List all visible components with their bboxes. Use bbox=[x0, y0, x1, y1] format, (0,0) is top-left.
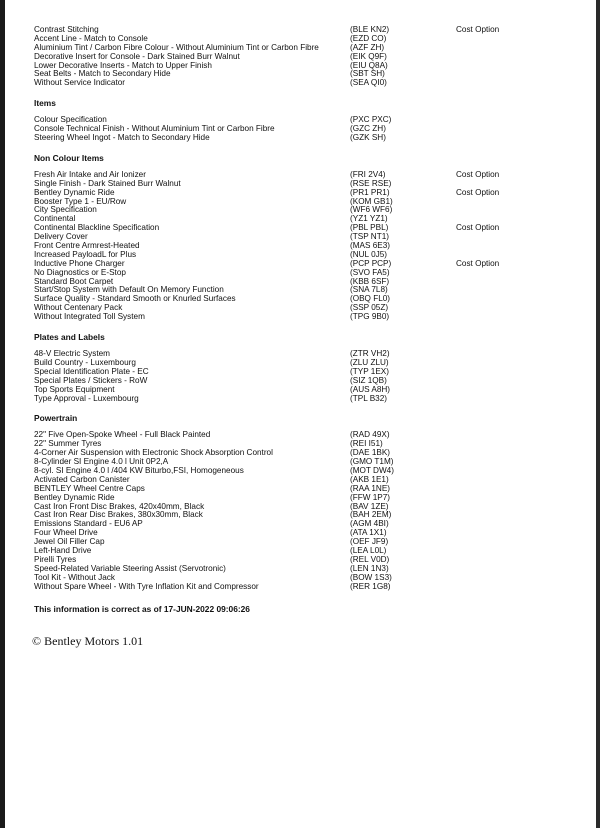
spec-description: Decorative Insert for Console - Dark Stained Burr Walnut bbox=[34, 52, 240, 61]
spec-description: Steering Wheel Ingot - Match to Secondary Hide bbox=[34, 134, 210, 143]
spec-option bbox=[456, 206, 556, 215]
spec-code: (TSP NT1) bbox=[350, 232, 389, 242]
spec-code: (TPL B32) bbox=[350, 393, 388, 403]
spec-option bbox=[456, 440, 556, 449]
spec-code: (TYP 1EX) bbox=[350, 366, 389, 376]
spec-row bbox=[34, 233, 574, 242]
spec-option bbox=[456, 449, 556, 458]
spec-description: 22" Five Open-Spoke Wheel - Full Black Painted bbox=[34, 431, 211, 440]
spec-row bbox=[34, 313, 574, 322]
spec-section bbox=[34, 153, 574, 322]
spec-row bbox=[34, 583, 574, 592]
spec-row bbox=[34, 574, 574, 583]
spec-description: Standard Boot Carpet bbox=[34, 277, 114, 286]
spec-section bbox=[34, 413, 574, 591]
spec-description: Front Centre Armrest-Heated bbox=[34, 242, 140, 251]
spec-code: (BOW 1S3) bbox=[350, 572, 392, 582]
spec-row bbox=[34, 278, 574, 287]
spec-option bbox=[456, 304, 556, 313]
spec-code: (SBT SH) bbox=[350, 69, 385, 79]
spec-option bbox=[456, 368, 556, 377]
spec-description: Delivery Cover bbox=[34, 233, 88, 242]
spec-option bbox=[456, 359, 556, 368]
spec-option bbox=[456, 538, 556, 547]
spec-description: Build Country - Luxembourg bbox=[34, 358, 136, 367]
spec-option bbox=[456, 53, 556, 62]
spec-option bbox=[456, 313, 556, 322]
spec-row bbox=[34, 295, 574, 304]
spec-option bbox=[456, 233, 556, 242]
spec-option bbox=[456, 529, 556, 538]
spec-option bbox=[456, 242, 556, 251]
spec-row bbox=[34, 171, 574, 180]
spec-description: City Specification bbox=[34, 206, 97, 215]
spec-row bbox=[34, 260, 574, 269]
spec-row bbox=[34, 503, 574, 512]
spec-description: Top Sports Equipment bbox=[34, 385, 115, 394]
spec-code: (RAA 1NE) bbox=[350, 483, 391, 493]
spec-code: (SNA 7L8) bbox=[350, 285, 388, 295]
spec-row bbox=[34, 26, 574, 35]
spec-code: (AGM 4BI) bbox=[350, 519, 389, 529]
spec-row bbox=[34, 494, 574, 503]
spec-option bbox=[456, 278, 556, 287]
spec-description: 8-cyl. SI Engine 4.0 l /404 KW Biturbo,FSI, Homogeneous bbox=[34, 466, 244, 475]
spec-code: (TPG 9B0) bbox=[350, 312, 390, 322]
spec-description: Booster Type 1 - EU/Row bbox=[34, 197, 127, 206]
spec-option bbox=[456, 574, 556, 583]
spec-code: (AZF ZH) bbox=[350, 42, 385, 52]
spec-code: (EIU Q8A) bbox=[350, 60, 388, 70]
spec-code: (LEA L0L) bbox=[350, 545, 387, 555]
spec-code: (KOM GB1) bbox=[350, 196, 393, 206]
spec-code: (YZ1 YZ1) bbox=[350, 214, 388, 224]
spec-row bbox=[34, 511, 574, 520]
spec-description: Bentley Dynamic Ride bbox=[34, 493, 115, 502]
spec-code: (RER 1G8) bbox=[350, 581, 391, 591]
spec-description: Without Spare Wheel - With Tyre Inflation Kit and Compressor bbox=[34, 582, 259, 591]
spec-row bbox=[34, 286, 574, 295]
spec-row bbox=[34, 431, 574, 440]
spec-row bbox=[34, 386, 574, 395]
spec-code: (BLE KN2) bbox=[350, 25, 390, 34]
spec-description: Accent Line - Match to Console bbox=[34, 34, 148, 43]
spec-row bbox=[34, 565, 574, 574]
spec-option bbox=[456, 511, 556, 520]
spec-row bbox=[34, 79, 574, 88]
spec-description: Inductive Phone Charger bbox=[34, 259, 125, 268]
spec-option bbox=[456, 70, 556, 79]
spec-option bbox=[456, 269, 556, 278]
spec-row bbox=[34, 70, 574, 79]
spec-description: Activated Carbon Canister bbox=[34, 475, 130, 484]
specification-page bbox=[34, 26, 574, 649]
spec-row bbox=[34, 304, 574, 313]
spec-code: (FRI 2V4) bbox=[350, 169, 386, 179]
spec-code: (EIK Q9F) bbox=[350, 51, 387, 61]
spec-code: (WF6 WF6) bbox=[350, 205, 393, 215]
spec-option bbox=[456, 503, 556, 512]
spec-option: Cost Option bbox=[456, 223, 500, 233]
spec-section bbox=[34, 98, 574, 143]
spec-option: Cost Option bbox=[456, 187, 500, 197]
spec-description: Aluminium Tint / Carbon Fibre Colour - Without Aluminium Tint or Carbon Fibre bbox=[34, 43, 319, 52]
spec-code: (SVO FA5) bbox=[350, 267, 390, 277]
spec-option bbox=[456, 125, 556, 134]
spec-option bbox=[456, 116, 556, 125]
spec-description: 22" Summer Tyres bbox=[34, 440, 102, 449]
spec-description: Seat Belts - Match to Secondary Hide bbox=[34, 70, 171, 79]
spec-code: (DAE 1BK) bbox=[350, 448, 391, 458]
spec-description: Continental Blackline Specification bbox=[34, 224, 160, 233]
spec-description: Type Approval - Luxembourg bbox=[34, 394, 139, 403]
spec-row bbox=[34, 547, 574, 556]
spec-option bbox=[456, 198, 556, 207]
spec-description: Left-Hand Drive bbox=[34, 546, 92, 555]
spec-description: Surface Quality - Standard Smooth or Knurled Surfaces bbox=[34, 295, 236, 304]
spec-description: Colour Specification bbox=[34, 116, 107, 125]
spec-row bbox=[34, 134, 574, 143]
spec-code: (GMO T1M) bbox=[350, 457, 394, 467]
spec-row bbox=[34, 458, 574, 467]
spec-code: (BAV 1ZE) bbox=[350, 501, 389, 511]
spec-row bbox=[34, 125, 574, 134]
spec-option bbox=[456, 79, 556, 88]
spec-description: Jewel Oil Filler Cap bbox=[34, 538, 105, 547]
spec-option bbox=[456, 286, 556, 295]
spec-description: Four Wheel Drive bbox=[34, 529, 98, 538]
spec-row bbox=[34, 269, 574, 278]
spec-code: (PBL PBL) bbox=[350, 223, 389, 233]
spec-description: Cast Iron Front Disc Brakes, 420x40mm, Black bbox=[34, 502, 205, 511]
spec-option bbox=[456, 134, 556, 143]
spec-code: (SSP 05Z) bbox=[350, 303, 389, 313]
copyright-footer: © Bentley Motors 1.01 bbox=[32, 634, 144, 649]
left-edge-border bbox=[0, 0, 5, 828]
spec-option bbox=[456, 520, 556, 529]
spec-option: Cost Option bbox=[456, 169, 500, 179]
info-timestamp-line: This information is correct as of 17-JUN-2022 09:06:26 bbox=[34, 604, 250, 615]
spec-row bbox=[34, 368, 574, 377]
spec-row bbox=[34, 350, 574, 359]
spec-option bbox=[456, 35, 556, 44]
spec-row bbox=[34, 395, 574, 404]
spec-code: (AKB 1E1) bbox=[350, 474, 389, 484]
spec-description: 4-Corner Air Suspension with Electronic Shock Absorption Control bbox=[34, 449, 273, 458]
spec-row bbox=[34, 189, 574, 198]
spec-code: (ATA 1X1) bbox=[350, 528, 387, 538]
spec-code: (ZLU ZLU) bbox=[350, 357, 389, 367]
spec-row bbox=[34, 116, 574, 125]
spec-option bbox=[456, 377, 556, 386]
spec-option bbox=[456, 458, 556, 467]
spec-description: Without Integrated Toll System bbox=[34, 313, 145, 322]
spec-option bbox=[456, 350, 556, 359]
spec-code: (SIZ 1QB) bbox=[350, 375, 387, 385]
spec-description: No Diagnostics or E-Stop bbox=[34, 268, 126, 277]
spec-description: Special Identification Plate - EC bbox=[34, 367, 149, 376]
spec-code: (MOT DW4) bbox=[350, 465, 394, 475]
spec-code: (SEA QI0) bbox=[350, 78, 387, 88]
section-heading: Powertrain bbox=[34, 413, 78, 424]
spec-option bbox=[456, 494, 556, 503]
spec-code: (FFW 1P7) bbox=[350, 492, 391, 502]
spec-row bbox=[34, 476, 574, 485]
spec-description: Contrast Stitching bbox=[34, 26, 99, 34]
spec-option bbox=[456, 556, 556, 565]
spec-row bbox=[34, 377, 574, 386]
spec-row bbox=[34, 44, 574, 53]
spec-code: (KBB 6SF) bbox=[350, 276, 390, 286]
spec-row bbox=[34, 224, 574, 233]
spec-description: Speed-Related Variable Steering Assist (Servotronic) bbox=[34, 564, 226, 573]
spec-row bbox=[34, 198, 574, 207]
spec-option bbox=[456, 295, 556, 304]
spec-row bbox=[34, 206, 574, 215]
spec-option: Cost Option bbox=[456, 258, 500, 268]
spec-option: Cost Option bbox=[456, 25, 500, 34]
spec-code: (NUL 0J5) bbox=[350, 249, 388, 259]
spec-code: (GZC ZH) bbox=[350, 124, 386, 134]
spec-code: (ZTR VH2) bbox=[350, 349, 390, 359]
spec-code: (LEN 1N3) bbox=[350, 563, 389, 573]
spec-option bbox=[456, 547, 556, 556]
spec-option bbox=[456, 485, 556, 494]
spec-row bbox=[34, 529, 574, 538]
spec-code: (PXC PXC) bbox=[350, 115, 392, 125]
spec-description: Single Finish - Dark Stained Burr Walnut bbox=[34, 179, 181, 188]
spec-description: Lower Decorative Inserts - Match to Upper Finish bbox=[34, 61, 212, 70]
spec-row bbox=[34, 520, 574, 529]
spec-description: Start/Stop System with Default On Memory Function bbox=[34, 286, 224, 295]
spec-description: 8-Cylinder SI Engine 4.0 l Unit 0P2,A bbox=[34, 458, 169, 467]
spec-row bbox=[34, 467, 574, 476]
spec-option bbox=[456, 395, 556, 404]
spec-option bbox=[456, 583, 556, 592]
section-heading: Items bbox=[34, 98, 56, 109]
spec-row bbox=[34, 556, 574, 565]
spec-row bbox=[34, 449, 574, 458]
spec-code: (PCP PCP) bbox=[350, 258, 392, 268]
spec-option bbox=[456, 431, 556, 440]
spec-description: Tool Kit - Without Jack bbox=[34, 573, 115, 582]
section-heading: Non Colour Items bbox=[34, 152, 104, 163]
spec-description: Fresh Air Intake and Air Ionizer bbox=[34, 170, 146, 179]
spec-code: (OBQ FL0) bbox=[350, 294, 391, 304]
spec-description: Bentley Dynamic Ride bbox=[34, 188, 115, 197]
spec-code: (PR1 PR1) bbox=[350, 187, 390, 197]
spec-row bbox=[34, 440, 574, 449]
section-heading: Plates and Labels bbox=[34, 332, 105, 343]
spec-code: (MAS 6E3) bbox=[350, 241, 391, 251]
spec-row bbox=[34, 538, 574, 547]
spec-code: (GZK SH) bbox=[350, 133, 386, 143]
spec-code: (REI I51) bbox=[350, 439, 383, 449]
spec-option bbox=[456, 62, 556, 71]
spec-option bbox=[456, 44, 556, 53]
spec-option bbox=[456, 476, 556, 485]
spec-section bbox=[34, 332, 574, 403]
spec-code: (AUS A8H) bbox=[350, 384, 391, 394]
spec-code: (RSE RSE) bbox=[350, 178, 392, 188]
spec-description: Cast Iron Rear Disc Brakes, 380x30mm, Black bbox=[34, 511, 203, 520]
spec-row bbox=[34, 53, 574, 62]
spec-description: Pirelli Tyres bbox=[34, 555, 77, 564]
spec-code: (RAD 49X) bbox=[350, 430, 390, 440]
spec-description: Without Centenary Pack bbox=[34, 304, 123, 313]
spec-row bbox=[34, 242, 574, 251]
spec-row bbox=[34, 485, 574, 494]
spec-description: BENTLEY Wheel Centre Caps bbox=[34, 484, 145, 493]
spec-section bbox=[34, 26, 574, 88]
spec-row bbox=[34, 35, 574, 44]
spec-option bbox=[456, 565, 556, 574]
sections-container bbox=[34, 26, 574, 591]
spec-description: 48-V Electric System bbox=[34, 350, 110, 359]
right-edge-border bbox=[596, 0, 600, 828]
spec-row bbox=[34, 62, 574, 71]
spec-option bbox=[456, 467, 556, 476]
spec-row bbox=[34, 359, 574, 368]
spec-description: Without Service Indicator bbox=[34, 79, 126, 88]
spec-code: (OEF JF9) bbox=[350, 537, 389, 547]
spec-description: Continental bbox=[34, 215, 76, 224]
spec-description: Emissions Standard - EU6 AP bbox=[34, 520, 143, 529]
spec-option bbox=[456, 386, 556, 395]
spec-description: Increased PayloadL for Plus bbox=[34, 250, 137, 259]
spec-description: Special Plates / Stickers - RoW bbox=[34, 376, 148, 385]
spec-description: Console Technical Finish - Without Aluminium Tint or Carbon Fibre bbox=[34, 125, 275, 134]
spec-code: (EZD CO) bbox=[350, 33, 387, 43]
spec-code: (BAH 2EM) bbox=[350, 510, 392, 520]
spec-code: (REL V0D) bbox=[350, 554, 390, 564]
